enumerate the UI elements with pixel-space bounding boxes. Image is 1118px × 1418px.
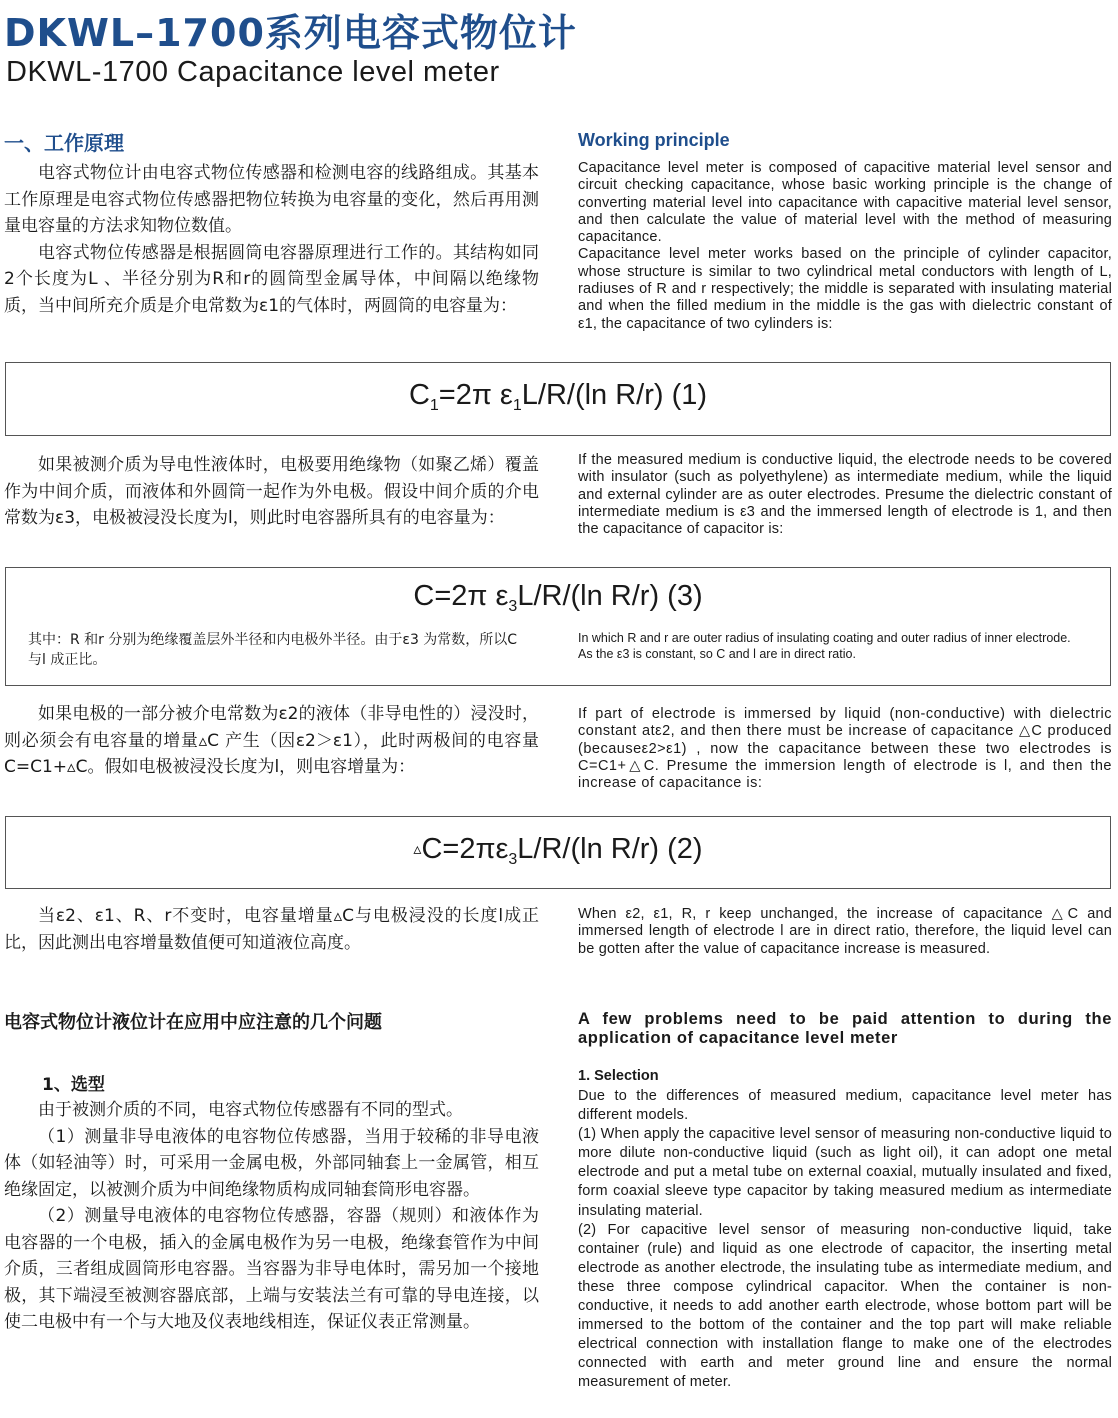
formula-3-note-cn: 其中：R 和r 分别为绝缘覆盖层外半径和内电极外半径。由于ε3 为常数，所以C 与l 成正比。: [28, 632, 518, 668]
formula-1-eq: =2π ε: [438, 379, 513, 411]
formula-1-box: [5, 362, 1111, 436]
formula-2-box: [5, 816, 1111, 889]
conductive-paragraph-en: If the measured medium is conductive liquid, the electrode needs to be covered with insulator (such as polyethylene) as intermediate medium, while the liquid and external cylinder are as outer electrodes. Presume the dielectric constant of intermediate medium is ε3 and the immersed length of electrode is 1, and then the capacitance of capacitor is:: [578, 452, 1112, 538]
formula-3-rest: L/R/(ln R/r) (3): [517, 580, 703, 612]
formula-3-box: [5, 567, 1111, 686]
selection-paragraph-2-cn: （1）测量非导电液体的电容物位传感器，当用于较稀的非导电液体（如轻油等）时，可采用一金属电极，外部同轴套上一金属管，相互绝缘固定，以被测介质为中间绝缘物质构成同轴套筒形电容器。: [4, 1126, 539, 1200]
formula-2-rest: L/R/(ln R/r) (2): [517, 833, 703, 865]
problems-heading-cn: 电容式物位计液位计在应用中应注意的几个问题: [4, 1012, 382, 1033]
selection-paragraph-3-cn: （2）测量导电液体的电容物位传感器，容器（规则）和液体作为电容器的一个电极，插入的金属电极作为另一电极，绝缘套管作为中间介质，三者组成圆筒形电容器。当容器为非导电体时，需另加一个接地极，其下端浸至被测容器底部，上端与安装法兰有可靠的导电连接，以使二电极中有一个与大地及仪表地线相连，保证仪表正常测量。: [4, 1206, 539, 1332]
formula-1-rest: L/R/(ln R/r) (1): [521, 379, 708, 411]
formula-3-note-en: In which R and r are outer radius of insulating coating and outer radius of inner electrode. As the ε3 is constant, so C and l are in direct ratio.: [578, 631, 1071, 661]
formula-3-epsilon-subscript: 3: [508, 598, 518, 615]
partial-immersion-paragraph-en: If part of electrode is immersed by liquid (non-conductive) with dielectric constant atε2, and then there must be increase of capacitance △C produced (becauseε2>ε1) , now the capacitance between these two electrodes is C=C1+△C. Presume the immersion length of electrode is l, and then the increase of capacitance is:: [578, 706, 1112, 792]
formula-1: [6, 379, 1110, 415]
principle-paragraph-1-en: Capacitance level meter is composed of capacitive material level sensor and circuit checking capacitance, whose basic working principle is the change of converting material level into capacitance with capacitive material level sensor, and then calculate the value of material level with the method of measuring capacitance.: [578, 160, 1112, 246]
principle-paragraph-2-en: Capacitance level meter works based on the principle of cylinder capacitor, whose structure is similar to two cylindrical metal conductors with length of L, radiuses of R and r respectively; the middle is separated with insulating material and when the filled medium in the middle is the gas with dielectric constant of ε1, the capacitance of two cylinders is:: [578, 246, 1112, 332]
conclusion-paragraph-cn: 当ε2、ε1、R、r不变时，电容量增量▵C与电极浸没的长度l成正比，因此测出电容增量数值便可知道液位高度。: [4, 906, 539, 953]
selection-heading-en: 1. Selection: [578, 1068, 659, 1084]
partial-immersion-text-cn: [4, 701, 539, 781]
formula-3: [6, 580, 1110, 616]
formula-2: [6, 833, 1110, 869]
formula-2-pre: C=2πε: [421, 833, 509, 865]
principle-paragraph-1-cn: 电容式物位计由电容式物位传感器和检测电容的线路组成。其基本工作原理是电容式物位传感器把物位转换为电容量的变化，然后再用测量电容量的方法求知物位数值。: [4, 163, 539, 236]
selection-heading-cn: 1、选型: [42, 1075, 105, 1095]
partial-immersion-paragraph-cn: 如果电极的一部分被介电常数为ε2的液体（非导电性的）浸没时，则必须会有电容量的增量▵C 产生（因ε2＞ε1），此时两极间的电容量C=C1+▵C。假如电极被浸没长度为l，则电容增量为：: [4, 704, 539, 777]
selection-paragraph-3-en: (2) For capacitive level sensor of measuring non-conductive liquid, take container (rule) and liquid as one electrode of capacitor, the inserting metal electrode as another electrode, the insulating tube as intermediate medium, and these three compose cylindrical capacitor. When the container is non-conductive, it needs to add another earth electrode, whose bottom part will be immersed to the bottom of the container and the top part will make reliable electrical connection with installation flange to make one of the electrodes connected with earth and meter ground line and ensure the normal measurement of meter.: [578, 1221, 1112, 1391]
section-heading-en: Working principle: [578, 130, 730, 150]
principle-text-en: [578, 160, 1112, 333]
conductive-text-cn: [4, 452, 539, 532]
selection-text-en: [578, 1087, 1112, 1393]
principle-text-cn: [4, 160, 539, 319]
conductive-text-en: [578, 452, 1112, 538]
formula-1-c: C: [408, 379, 430, 411]
formula-2-delta: ▵: [413, 841, 422, 858]
formula-3-pre: C=2π ε: [413, 580, 509, 612]
page-subtitle: DKWL-1700 Capacitance level meter: [6, 56, 500, 88]
section-heading-cn: 一、工作原理: [4, 131, 124, 155]
partial-immersion-text-en: [578, 706, 1112, 792]
selection-paragraph-1-en: Due to the differences of measured medium, capacitance level meter has different models.: [578, 1088, 1112, 1124]
conductive-paragraph-cn: 如果被测介质为导电性液体时，电极要用绝缘物（如聚乙烯）覆盖作为中间介质，而液体和外圆筒一起作为外电极。假设中间介质的介电常数为ε3，电极被浸没长度为l，则此时电容器所具有的电容量为：: [4, 455, 539, 528]
formula-2-epsilon-subscript: 3: [508, 851, 518, 868]
conclusion-text-cn: [4, 903, 539, 956]
formula-1-epsilon-subscript: 1: [512, 397, 522, 414]
conclusion-paragraph-en: When ε2, ε1, R, r keep unchanged, the increase of capacitance △C and immersed length of electrode l are in direct ratio, therefore, the liquid level can be gotten after the value of capacitance increase is measured.: [578, 906, 1112, 957]
problems-heading-en: A few problems need to be paid attention to during the application of capacitance level meter: [578, 1010, 1112, 1047]
selection-text-cn: [4, 1097, 539, 1336]
formula-1-c-subscript: 1: [429, 397, 439, 414]
conclusion-text-en: [578, 906, 1112, 958]
principle-paragraph-2-cn: 电容式物位传感器是根据圆筒电容器原理进行工作的。其结构如同2个长度为L 、半径分别为R和r的圆筒型金属导体，中间隔以绝缘物质，当中间所充介质是介电常数为ε1的气体时，两圆筒的电容量为：: [4, 242, 539, 316]
selection-paragraph-1-cn: 由于被测介质的不同，电容式物位传感器有不同的型式。: [38, 1100, 463, 1120]
page-title: DKWL–1700系列电容式物位计: [4, 11, 577, 55]
selection-paragraph-2-en: (1) When apply the capacitive level sensor of measuring non-conductive liquid to more dilute non-conductive liquid (such as light oil), it can adopt one metal electrode and put a metal tube on external coaxial, mutually insulated and fixed, form coaxial sleeve type capacitor by taking measured medium as intermediate insulating material.: [578, 1126, 1112, 1219]
